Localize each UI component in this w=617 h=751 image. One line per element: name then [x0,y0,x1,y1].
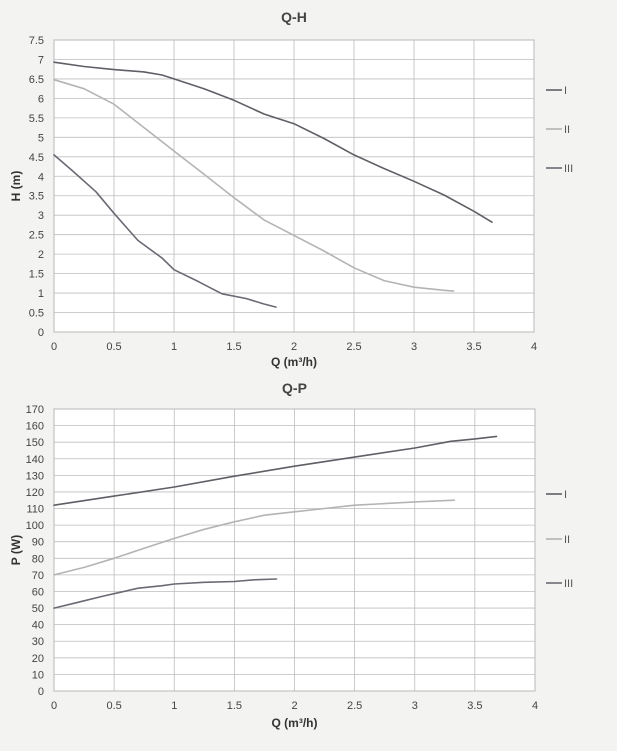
x-tick-label: 1.5 [226,341,242,353]
x-tick-label: 2.5 [346,700,363,712]
y-tick-label: 60 [31,586,44,599]
y-tick-label: 2 [37,249,44,262]
legend-label-i: I [564,489,568,501]
y-tick-label: 30 [31,636,44,649]
x-axis-label: Q (m³/h) [271,716,318,730]
x-tick-label: 3 [411,700,418,712]
x-tick-label: 1.5 [226,700,243,712]
legend-label-iii: III [564,578,574,590]
y-tick-label: 110 [26,503,44,516]
x-tick-label: 1 [170,341,178,353]
x-tick-label: 1 [171,700,178,712]
y-tick-label: 90 [31,536,44,549]
y-tick-label: 7.5 [28,35,44,47]
chart-q-h [9,9,573,369]
y-axis-label: P (W) [9,534,23,566]
y-tick-label: 6.5 [28,73,44,86]
x-tick-label: 2.5 [346,341,362,353]
y-axis-label: H (m) [9,170,23,202]
legend-label-i: I [564,85,568,97]
y-tick-label: 40 [31,619,44,632]
y-tick-label: 5.5 [28,112,44,125]
y-tick-label: 120 [25,486,44,499]
chart-title: Q-H [281,9,307,25]
x-tick-label: 0 [50,341,58,353]
legend-label-ii: II [564,124,571,136]
y-tick-label: 0 [37,686,44,698]
y-tick-label: 160 [25,420,44,433]
x-tick-label: 3.5 [466,341,482,353]
x-tick-label: 0.5 [106,341,122,353]
y-tick-label: 80 [31,553,44,566]
y-tick-label: 50 [31,603,44,616]
y-tick-label: 0.5 [28,307,44,320]
y-tick-label: 130 [25,470,44,483]
chart-q-p [9,380,573,730]
legend-label-iii: III [564,163,574,175]
y-tick-label: 140 [25,453,44,466]
y-tick-label: 3 [37,210,44,223]
x-tick-label: 4 [531,700,539,712]
y-tick-label: 6 [37,93,44,106]
y-tick-label: 5 [37,132,44,145]
y-tick-label: 1 [37,288,44,301]
y-tick-label: 3.5 [28,190,44,203]
x-tick-label: 3 [410,341,418,353]
x-tick-label: 0.5 [106,700,122,712]
x-tick-label: 3.5 [467,700,483,712]
y-tick-label: 100 [25,520,44,533]
y-tick-label: 1.5 [28,268,44,281]
y-tick-label: 7 [37,54,44,67]
x-tick-label: 4 [530,341,538,353]
y-tick-label: 70 [31,569,44,582]
y-tick-label: 4 [37,171,44,184]
y-tick-label: 170 [25,404,44,416]
y-tick-label: 2.5 [28,229,44,242]
x-tick-label: 2 [290,341,298,353]
y-tick-label: 0 [37,327,44,339]
y-tick-label: 20 [31,652,44,665]
y-tick-label: 150 [25,437,44,450]
chart-title: Q-P [282,380,307,396]
y-tick-label: 4.5 [28,151,44,164]
x-tick-label: 2 [291,700,298,712]
legend-label-ii: II [564,534,571,546]
y-tick-label: 10 [31,669,44,682]
x-axis-label: Q (m³/h) [271,355,317,369]
x-tick-label: 0 [50,700,58,712]
